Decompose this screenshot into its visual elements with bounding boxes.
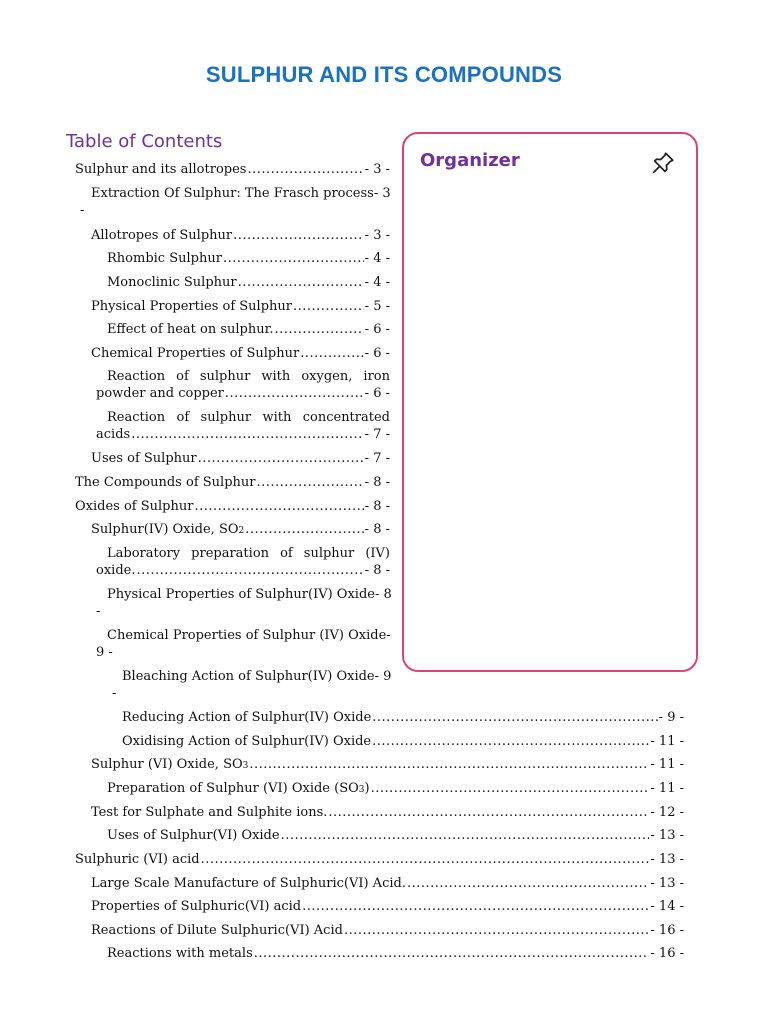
toc-entry-page: - 9 <box>374 669 392 684</box>
toc-entry-page: - 3 - <box>364 228 390 243</box>
toc-entry-page: - 6 - <box>364 346 390 361</box>
toc-entry[interactable] <box>122 709 684 726</box>
toc-entry-page: - 13 - <box>650 876 684 891</box>
toc-entry-page-cont: - <box>112 686 117 701</box>
toc-entry-text: Sulphur(IV) Oxide, SO <box>91 522 239 537</box>
toc-entry[interactable] <box>107 827 684 844</box>
toc-entry-text: Effect of heat on sulphur. <box>107 322 274 337</box>
toc-entry-text-line1: Laboratory preparation of sulphur (IV) <box>107 546 390 561</box>
toc-entry-text-line1: Reaction of sulphur with concentrated <box>107 410 390 425</box>
toc-entry-text: Oxidising Action of Sulphur(IV) Oxide <box>122 734 372 749</box>
toc-entry-page: - 7 - <box>364 451 390 466</box>
toc-entry[interactable] <box>80 185 390 219</box>
toc-entry[interactable] <box>107 780 684 799</box>
toc-entry-text: Sulphur and its allotropes <box>75 162 247 177</box>
toc-entry-text: Uses of Sulphur <box>91 451 197 466</box>
toc-entry-text: Preparation of Sulphur (VI) Oxide (SO <box>107 781 359 796</box>
toc-entry-text: Sulphur (VI) Oxide, SO <box>91 757 243 772</box>
toc-entry-text: Chemical Properties of Sulphur (IV) Oxide <box>107 628 387 643</box>
toc-entry-text: Uses of Sulphur(VI) Oxide <box>107 828 280 843</box>
toc-entry[interactable] <box>122 733 684 750</box>
toc-entry[interactable] <box>75 851 684 868</box>
toc-entry[interactable] <box>112 668 390 702</box>
toc-entry-page: - 5 - <box>364 299 390 314</box>
toc-entry-text: Extraction Of Sulphur: The Frasch process <box>91 186 374 201</box>
toc-entry[interactable] <box>91 450 390 467</box>
toc-entry-page: - 8 <box>374 587 392 602</box>
toc-entry-page: - 13 - <box>650 852 684 867</box>
toc-entry-text: Test for Sulphate and Sulphite ions. <box>91 805 328 820</box>
toc-entry-text-line1: Reaction of sulphur with oxygen, iron <box>107 369 390 384</box>
toc-entry[interactable] <box>75 474 390 491</box>
toc-entry-text: oxide. <box>96 563 136 578</box>
toc-entry[interactable] <box>96 409 390 443</box>
toc-entry-page: - 16 - <box>650 923 684 938</box>
toc-entry-text: Reactions of Dilute Sulphuric(VI) Acid <box>91 923 343 938</box>
toc-entry-text: Reducing Action of Sulphur(IV) Oxide <box>122 710 372 725</box>
toc-entry-page: - 4 - <box>364 275 390 290</box>
toc-entry[interactable] <box>96 368 390 402</box>
toc-entry-text: Bleaching Action of Sulphur(IV) Oxide <box>122 669 375 684</box>
toc-entry-text: acids <box>96 427 131 442</box>
toc-entry[interactable] <box>91 345 390 362</box>
toc-entry-page: - 4 - <box>364 251 390 266</box>
toc-entry[interactable] <box>91 804 684 821</box>
toc-heading: Table of Contents <box>66 131 223 152</box>
toc-entry-page: - <box>386 628 391 643</box>
toc-entry[interactable] <box>96 586 390 620</box>
toc-entry-text: Sulphuric (VI) acid <box>75 852 200 867</box>
toc-entry[interactable] <box>91 922 684 939</box>
toc-entry-page: - 9 - <box>658 710 684 725</box>
toc-entry-text: Physical Properties of Sulphur <box>91 299 292 314</box>
toc-entry[interactable] <box>91 521 390 540</box>
toc-entry-page: - 11 - <box>650 757 684 772</box>
subscript: 3 <box>242 761 249 771</box>
toc-entry[interactable] <box>107 250 390 267</box>
toc-entry[interactable] <box>91 898 684 915</box>
toc-entry-page: - 8 - <box>364 475 390 490</box>
toc-entry[interactable] <box>75 498 390 515</box>
toc-entry-text: Reactions with metals <box>107 946 253 961</box>
toc-entry[interactable] <box>91 875 684 892</box>
toc-entry-page: - 3 <box>373 186 391 201</box>
organizer-title: Organizer <box>420 150 520 171</box>
toc-entry-text: powder and copper <box>96 386 224 401</box>
toc-entry[interactable] <box>107 274 390 291</box>
toc-entry-page: - 11 - <box>650 734 684 749</box>
subscript: 3 <box>358 785 365 795</box>
toc-entry-text: Properties of Sulphuric(VI) acid <box>91 899 302 914</box>
toc-entry-page: - 13 - <box>650 828 684 843</box>
toc-entry[interactable] <box>96 627 390 661</box>
toc-entry-page-cont: - <box>96 604 101 619</box>
toc-entry-text: The Compounds of Sulphur <box>75 475 256 490</box>
toc-entry[interactable] <box>96 545 390 579</box>
toc-entry-text: Rhombic Sulphur <box>107 251 222 266</box>
toc-entry-page: - 14 - <box>650 899 684 914</box>
subscript: 2 <box>238 526 245 536</box>
toc-entry-text-after: ) <box>364 781 370 796</box>
toc-entry-page-cont: - <box>80 203 85 218</box>
toc-entry-text: Allotropes of Sulphur <box>91 228 233 243</box>
toc-entry-page: - 8 - <box>364 522 390 537</box>
toc-entry-page-cont: 9 - <box>96 645 113 660</box>
toc-entry[interactable] <box>107 321 390 338</box>
toc-entry-text: Chemical Properties of Sulphur <box>91 346 300 361</box>
toc-entry-page: - 7 - <box>364 427 390 442</box>
toc-entry[interactable] <box>91 298 390 315</box>
toc-entry[interactable] <box>91 756 684 775</box>
toc-entry-page: - 6 - <box>364 386 390 401</box>
toc-entry-page: - 8 - <box>364 499 390 514</box>
document-title: SULPHUR AND ITS COMPOUNDS <box>205 62 563 87</box>
toc-entry-page: - 16 - <box>650 946 684 961</box>
toc-entry-page: - 6 - <box>364 322 390 337</box>
toc-entry[interactable] <box>75 161 390 178</box>
toc-entry-text: Large Scale Manufacture of Sulphuric(VI) Acid. <box>91 876 406 891</box>
toc-entry-text: Oxides of Sulphur <box>75 499 194 514</box>
toc-entry-text: Physical Properties of Sulphur(IV) Oxide <box>107 587 375 602</box>
toc-entry-page: - 12 - <box>650 805 684 820</box>
toc-entry[interactable] <box>107 945 684 962</box>
toc-entry-text: Monoclinic Sulphur <box>107 275 237 290</box>
toc-entry[interactable] <box>91 227 390 244</box>
toc-entry-page: - 8 - <box>364 563 390 578</box>
toc-entry-page: - 3 - <box>364 162 390 177</box>
toc-entry-page: - 11 - <box>650 781 684 796</box>
